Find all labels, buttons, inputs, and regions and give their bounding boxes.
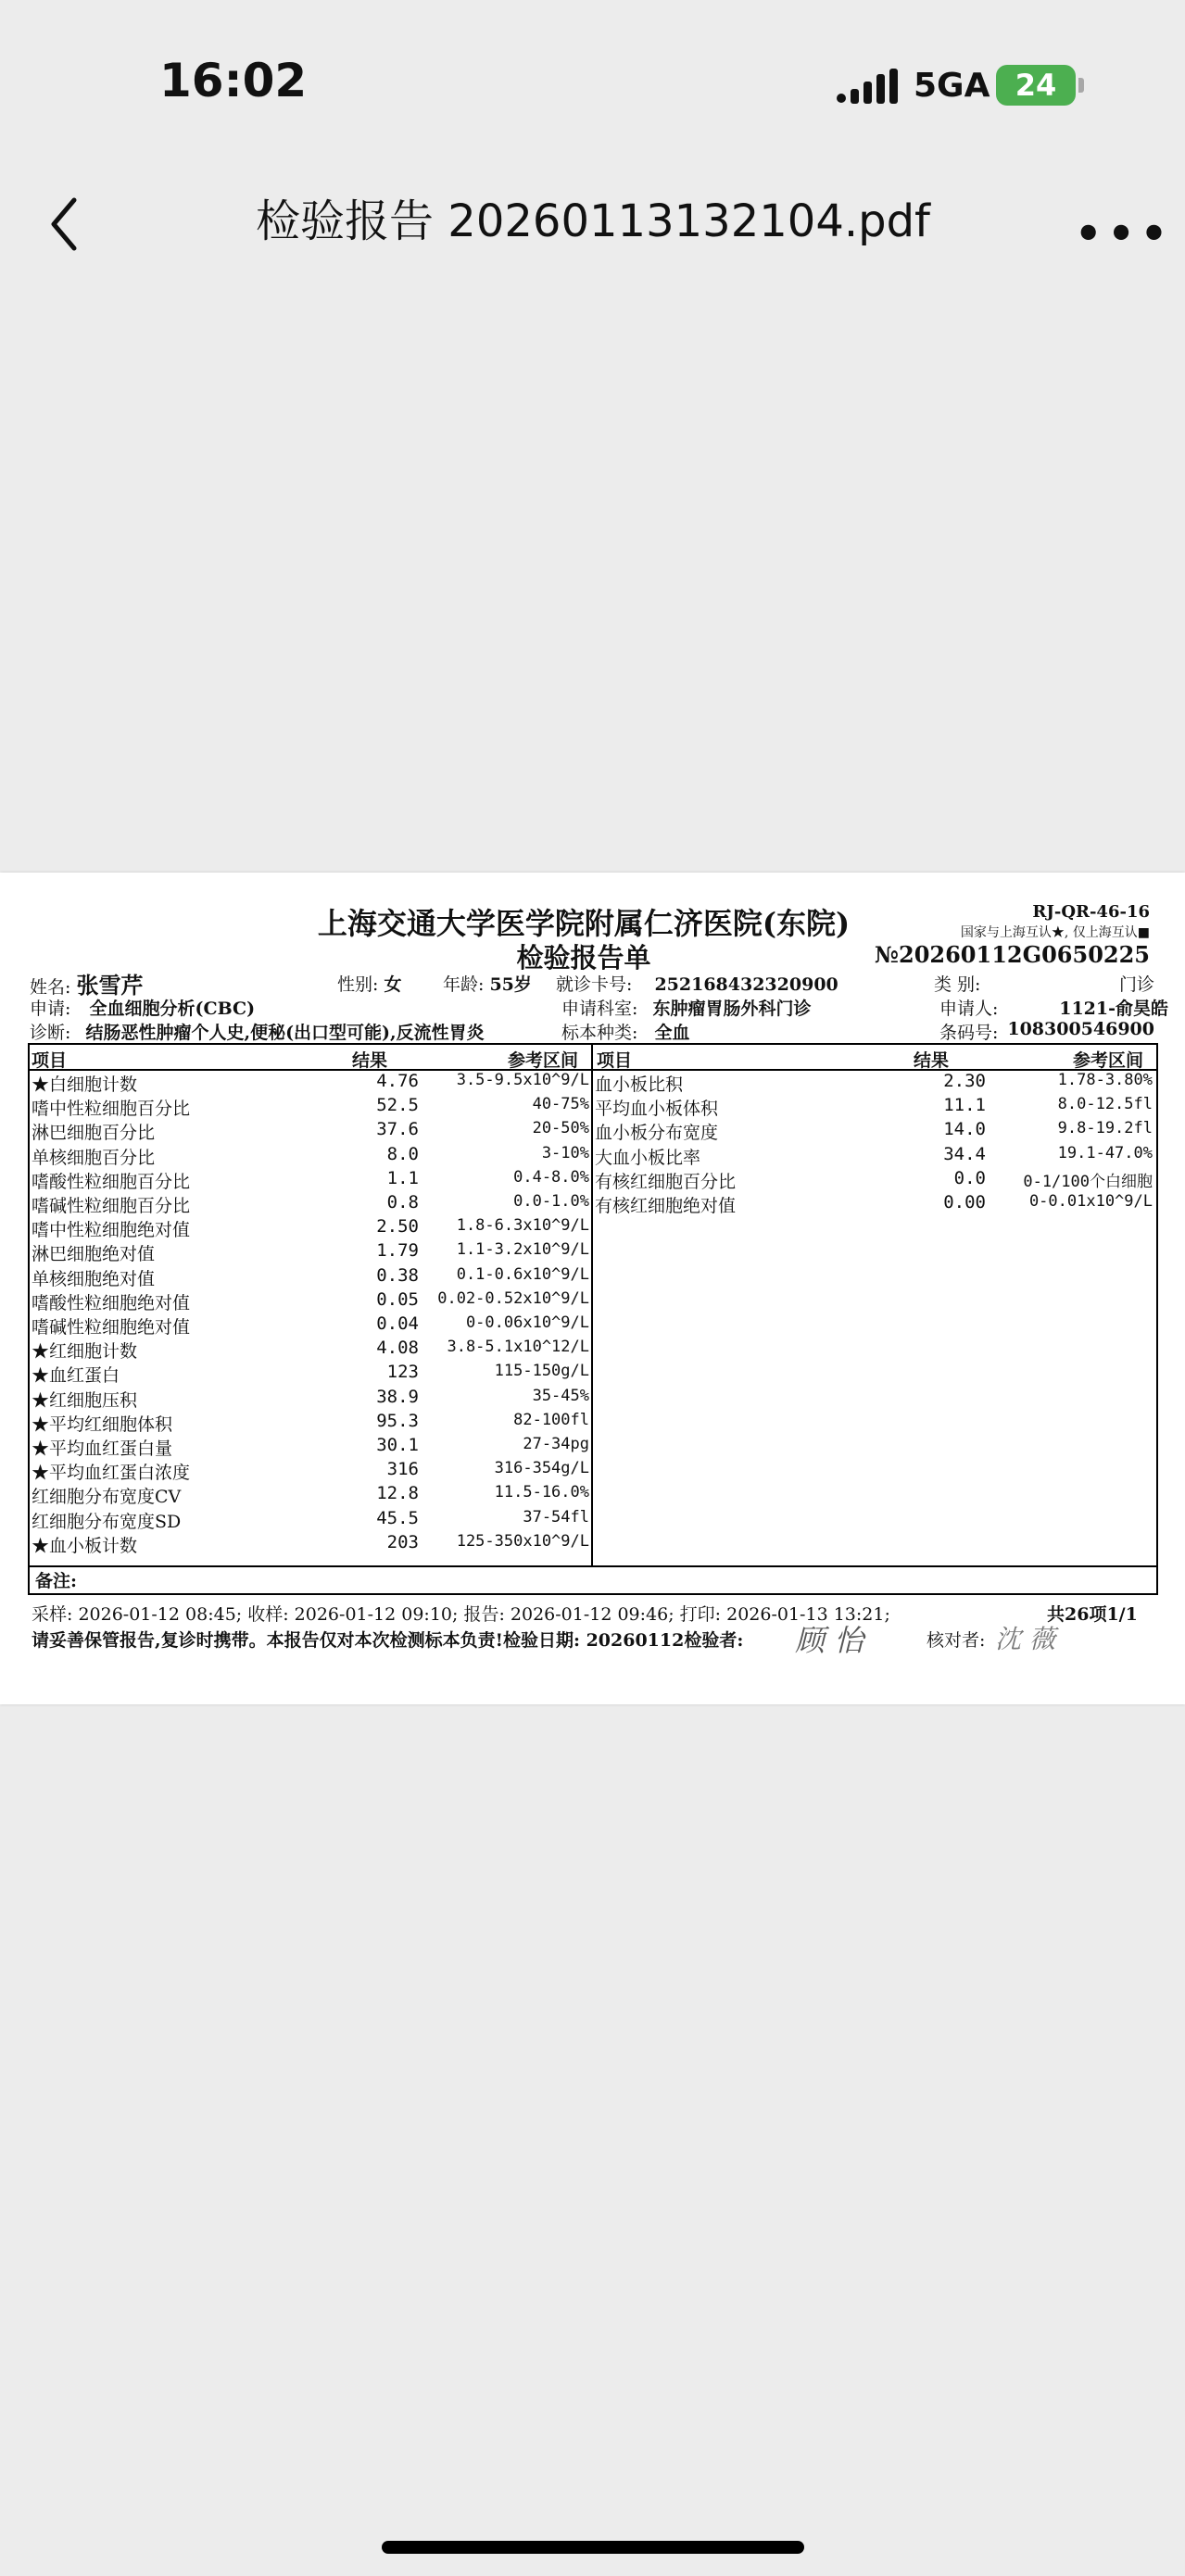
test-name: 红细胞分布宽度SD: [32, 1511, 182, 1532]
test-reference: 0.0-1.0%: [513, 1192, 589, 1211]
test-name: 红细胞分布宽度CV: [32, 1487, 182, 1508]
status-time: 16:02: [159, 54, 308, 107]
category-field: [934, 971, 980, 996]
home-indicator[interactable]: [382, 2541, 804, 2554]
test-result: 8.0: [386, 1143, 419, 1164]
notice-line: 请妥善保管报告,复诊时携带。本报告仅对本次检测标本负责!检验日期: 20260112检验者:: [32, 1630, 744, 1651]
test-name: 单核细胞绝对值: [32, 1268, 156, 1289]
test-name: 嗜中性粒细胞百分比: [32, 1099, 191, 1120]
sex-value: 女: [384, 974, 402, 995]
results-table: [28, 1043, 1158, 1567]
applicant-field: [939, 995, 998, 1020]
diagnosis-field: [30, 1019, 485, 1044]
more-options-icon[interactable]: •••: [1075, 208, 1174, 258]
test-result: 37.6: [376, 1119, 419, 1140]
table-row: [30, 1387, 589, 1411]
table-row: [30, 1119, 589, 1143]
apply-label: 申请:: [30, 999, 71, 1019]
test-name: ★红细胞压积: [32, 1389, 138, 1411]
test-reference: 82-100fl: [513, 1410, 589, 1429]
sample-field: [561, 1019, 689, 1044]
table-row: [30, 1362, 589, 1386]
test-reference: 9.8-19.2fl: [1057, 1119, 1153, 1138]
test-name: 血小板比积: [595, 1074, 684, 1095]
sample-value: 全血: [654, 1023, 690, 1043]
test-reference: 3-10%: [541, 1143, 589, 1162]
test-reference: 1.1-3.2x10^9/L: [456, 1240, 589, 1260]
test-name: 嗜碱性粒细胞百分比: [32, 1196, 191, 1216]
test-reference: 0-1/100个白细胞: [1023, 1172, 1153, 1191]
patient-name: 张雪芹: [76, 972, 144, 999]
table-row: [30, 1338, 589, 1362]
applicant-value: 1121-俞昊皓: [1059, 999, 1168, 1019]
test-reference: 40-75%: [532, 1095, 589, 1114]
age-value: 55岁: [489, 974, 532, 995]
test-name: ★平均血红蛋白量: [32, 1439, 173, 1459]
table-row: [30, 1192, 589, 1216]
test-reference: 115-150g/L: [494, 1362, 589, 1381]
category-value: 门诊: [1118, 974, 1154, 995]
report-title: 检验报告单: [516, 942, 651, 974]
header-result-right: 结果: [914, 1050, 950, 1071]
test-result: 52.5: [376, 1095, 419, 1116]
test-name: 淋巴细胞绝对值: [32, 1244, 156, 1265]
test-reference: 3.8-5.1x10^12/L: [447, 1338, 589, 1357]
table-row: [30, 1071, 589, 1095]
test-result: 1.79: [376, 1240, 419, 1262]
test-reference: 0.1-0.6x10^9/L: [456, 1264, 589, 1284]
test-reference: 125-350x10^9/L: [456, 1531, 589, 1551]
test-name: ★红细胞计数: [32, 1341, 138, 1363]
report-document: [0, 873, 1185, 1704]
network-type: 5GA: [914, 67, 990, 105]
table-row: [30, 1508, 589, 1532]
test-name: 嗜酸性粒细胞绝对值: [32, 1292, 191, 1313]
category-label: 类 别:: [934, 974, 981, 995]
status-bar: [0, 0, 1185, 176]
applicant-label: 申请人:: [939, 999, 999, 1019]
table-row: [30, 1216, 589, 1240]
reviewer-label: 核对者:: [927, 1630, 986, 1651]
card-field: [556, 971, 838, 996]
battery-icon: [996, 65, 1076, 106]
test-name: ★白细胞计数: [32, 1074, 138, 1095]
test-name: ★平均红细胞体积: [32, 1414, 173, 1435]
table-row: [30, 1095, 589, 1119]
test-name: 平均血小板体积: [595, 1099, 719, 1120]
header-item: 项目: [32, 1050, 68, 1071]
test-result: 0.04: [376, 1313, 419, 1334]
diagnosis-label: 诊断:: [30, 1023, 71, 1043]
back-chevron-icon[interactable]: [41, 187, 96, 261]
test-name: 嗜酸性粒细胞百分比: [32, 1171, 191, 1192]
header-ref: 参考区间: [508, 1050, 579, 1071]
header-ref-right: 参考区间: [1073, 1050, 1144, 1071]
test-name: 血小板分布宽度: [595, 1123, 719, 1144]
signal-icon: [836, 67, 901, 107]
test-result: 0.0: [953, 1167, 986, 1188]
test-name: 嗜碱性粒细胞绝对值: [32, 1317, 191, 1338]
test-result: 0.8: [386, 1192, 419, 1213]
dept-value: 东肿瘤胃肠外科门诊: [652, 999, 812, 1019]
barcode-value: 108300546900: [1007, 1019, 1154, 1039]
header-result: 结果: [352, 1050, 388, 1071]
test-result: 2.50: [376, 1216, 419, 1238]
test-result: 4.76: [376, 1071, 419, 1091]
table-row: [593, 1192, 1153, 1216]
test-reference: 27-34pg: [523, 1435, 589, 1453]
barcode-field: [939, 1019, 998, 1044]
table-row: [593, 1168, 1153, 1192]
page-title: 检验报告 20260113132104.pdf: [256, 195, 930, 247]
name-label: 姓名:: [30, 977, 71, 998]
table-row: [30, 1144, 589, 1168]
test-result: 2.30: [943, 1071, 986, 1091]
test-name: 嗜中性粒细胞绝对值: [32, 1220, 191, 1241]
test-result: 14.0: [943, 1119, 986, 1140]
test-result: 12.8: [376, 1483, 419, 1504]
remark-label: 备注:: [35, 1571, 78, 1591]
test-reference: 20-50%: [532, 1119, 589, 1138]
test-reference: 0-0.01x10^9/L: [1028, 1192, 1153, 1211]
test-result: 38.9: [376, 1386, 419, 1407]
test-reference: 19.1-47.0%: [1057, 1143, 1153, 1162]
table-header: [30, 1045, 1156, 1071]
test-reference: 8.0-12.5fl: [1057, 1095, 1153, 1114]
table-row: [30, 1240, 589, 1264]
test-reference: 0.02-0.52x10^9/L: [437, 1288, 589, 1308]
test-name: ★平均血红蛋白浓度: [32, 1463, 191, 1484]
reviewer-signature: 沈 薇: [995, 1624, 1055, 1654]
test-name: 大血小板比率: [595, 1147, 701, 1168]
item-count: 共26项1/1: [1047, 1604, 1138, 1625]
table-row: [30, 1411, 589, 1435]
dept-label: 申请科室:: [561, 999, 638, 1019]
sex-label: 性别:: [337, 974, 379, 995]
test-result: 0.05: [376, 1288, 419, 1310]
test-result: 316: [386, 1459, 419, 1480]
test-result: 30.1: [376, 1435, 419, 1455]
test-name: 有核红细胞绝对值: [595, 1196, 737, 1216]
test-name: ★血小板计数: [32, 1535, 138, 1556]
dept-field: [561, 995, 811, 1020]
test-reference: 316-354g/L: [494, 1459, 589, 1478]
table-row: [30, 1313, 589, 1338]
test-name: ★血红蛋白: [32, 1365, 120, 1387]
table-row: [30, 1483, 589, 1507]
apply-value: 全血细胞分析(CBC): [89, 999, 256, 1019]
test-result: 45.5: [376, 1507, 419, 1528]
age-label: 年龄:: [443, 974, 485, 995]
hospital-name: 上海交通大学医学院附属仁济医院(东院): [317, 906, 851, 941]
test-reference: 1.78-3.80%: [1057, 1071, 1153, 1089]
table-row: [30, 1459, 589, 1483]
table-row: [30, 1168, 589, 1192]
nav-bar: [0, 176, 1185, 269]
table-row: [30, 1289, 589, 1313]
table-row: [593, 1095, 1153, 1119]
test-result: 1.1: [386, 1167, 419, 1188]
battery-level: 24: [1015, 68, 1057, 103]
test-reference: 3.5-9.5x10^9/L: [456, 1071, 589, 1089]
inspector-signature: 顾 怡: [795, 1623, 864, 1658]
test-result: 0.38: [376, 1264, 419, 1286]
age-field: [443, 971, 532, 996]
card-label: 就诊卡号:: [556, 974, 633, 995]
test-result: 4.08: [376, 1338, 419, 1359]
barcode-label: 条码号:: [939, 1023, 999, 1043]
test-result: 0.00: [943, 1192, 986, 1213]
card-value: 252168432320900: [654, 974, 838, 995]
form-code: RJ-QR-46-16: [1032, 902, 1150, 922]
times-line: 采样: 2026-01-12 08:45; 收样: 2026-01-12 09:10; 报告: 2026-01-12 09:46; 打印: 2026-01-13 13:21;: [32, 1604, 890, 1625]
test-name: 有核红细胞百分比: [595, 1171, 737, 1192]
remark-box: [28, 1564, 1158, 1595]
test-reference: 1.8-6.3x10^9/L: [456, 1216, 589, 1236]
sex-field: [337, 971, 401, 996]
test-result: 203: [386, 1531, 419, 1552]
apply-field: [30, 995, 255, 1020]
table-row: [593, 1144, 1153, 1168]
cert-note: 国家与上海互认★, 仅上海互认■: [960, 925, 1150, 940]
test-reference: 11.5-16.0%: [494, 1483, 589, 1502]
test-result: 11.1: [943, 1095, 986, 1116]
test-result: 123: [386, 1362, 419, 1383]
table-row: [30, 1265, 589, 1289]
test-reference: 0-0.06x10^9/L: [465, 1313, 589, 1332]
diagnosis-value: 结肠恶性肿瘤个人史,便秘(出口型可能),反流性胃炎: [85, 1023, 485, 1043]
table-row: [593, 1119, 1153, 1143]
sample-label: 标本种类:: [561, 1023, 638, 1043]
test-result: 34.4: [943, 1143, 986, 1164]
header-item-right: 项目: [597, 1050, 633, 1071]
test-name: 单核细胞百分比: [32, 1147, 156, 1168]
table-row: [30, 1435, 589, 1459]
test-reference: 0.4-8.0%: [513, 1167, 589, 1187]
test-reference: 35-45%: [532, 1386, 589, 1405]
table-row: [30, 1532, 589, 1556]
test-name: 淋巴细胞百分比: [32, 1123, 156, 1144]
report-number: №20260112G0650225: [874, 941, 1150, 968]
test-result: 95.3: [376, 1410, 419, 1431]
test-reference: 37-54fl: [523, 1507, 589, 1527]
table-row: [593, 1071, 1153, 1095]
